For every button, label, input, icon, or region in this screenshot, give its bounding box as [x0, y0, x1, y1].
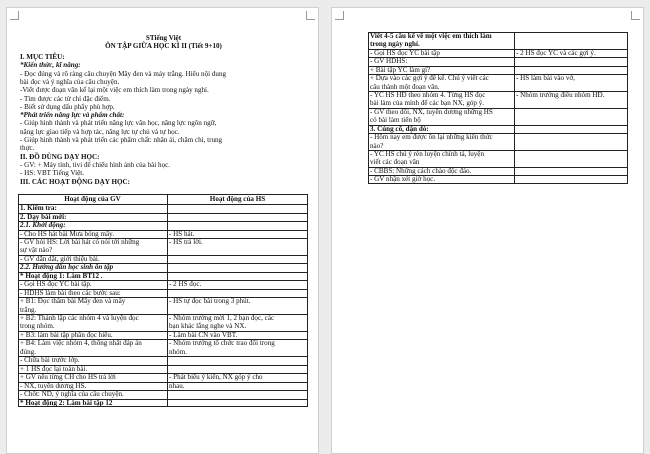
cell-gv: - GV dẫn dắt, giới thiệu bài. — [20, 254, 100, 263]
body-line: -Viết được đoạn văn kể lại một việc em thích làm trong ngày nghỉ. — [20, 86, 209, 95]
cell-hs: nhóm. — [169, 347, 187, 356]
cell-hs: - Phát biểu ý kiến, NX góp ý cho — [169, 373, 263, 382]
cell-gv: - GV hỏi HS: Lời bài hát có nói tới những — [20, 238, 140, 246]
cell-hs: - Làm bài CN vào VBT. — [169, 330, 238, 339]
cell-gv: + GV nêu từng CH cho HS trả lời — [20, 373, 116, 382]
body-line: I. MỤC TIÊU: — [20, 53, 65, 61]
cell-hs: nhau. — [169, 381, 185, 390]
cell-gv: trắng. — [20, 305, 37, 314]
cell-gv: - GV theo dõi, NX, tuyên dương những HS — [370, 107, 493, 116]
body-line: - Giúp hình thành và phát triển các phẩm chất: nhân ái, chăm chỉ, trung — [20, 136, 223, 144]
column-divider — [167, 194, 168, 407]
cell-gv: + B4: Làm việc nhóm 4, thống nhất đáp án — [20, 339, 142, 348]
cell-hs: - HS làm bài vào vở, — [516, 74, 575, 83]
body-line: - HS: VBT Tiếng Việt. — [20, 169, 85, 178]
cell-gv: - GV HDHS: — [370, 57, 408, 66]
table-border — [368, 32, 628, 184]
cell-gv: - Gọi HS đọc YC bài tập — [370, 48, 440, 57]
body-line: *Phát triển năng lực và phẩm chất: — [20, 111, 125, 120]
body-line: II. ĐỒ DÙNG DẠY HỌC: — [20, 152, 100, 161]
cell-gv: trong ngày nghỉ. — [370, 40, 420, 49]
cell-gv: - Gọi HS đọc YC bài tập. — [20, 280, 92, 289]
cell-gv: - Cho HS hát bài Mưa bóng mây. — [20, 229, 115, 238]
cell-gv: - NX, tuyên dương HS. — [20, 381, 87, 390]
cell-hs: - HS trả lời. — [169, 238, 203, 246]
table-border — [18, 194, 308, 407]
cell-hs: - 2 HS đọc YC và các gợi ý. — [516, 48, 596, 57]
body-line: bài đọc và ý nghĩa của câu chuyện. — [20, 77, 120, 86]
cell-hs: - HS hát. — [169, 229, 195, 238]
cell-gv: 2.1. Khởi động: — [20, 221, 66, 229]
corner-mark — [335, 11, 344, 20]
cell-gv: bài làm của mình để các bạn NX, góp ý. — [370, 99, 485, 108]
document-page-right — [331, 7, 644, 454]
cell-gv: + B3: làm bài tập phần đọc hiểu. — [20, 330, 113, 339]
cell-gv: - Hôm nay em được ôn lại những kiến thức — [370, 133, 493, 142]
cell-gv: * Hoạt động 1: Làm BT12 . — [20, 271, 103, 280]
cell-hs: - Nhóm trưởng tổ chức trao đổi trong — [169, 339, 275, 348]
body-line: *Kiến thức, kĩ năng: — [20, 61, 81, 70]
cell-hs: - Nhóm trưởng điều nhóm HĐ. — [516, 91, 605, 100]
cell-gv: câu thành một đoạn văn. — [370, 82, 440, 91]
cell-gv: + B2: Thảnh lập các nhóm 4 và luyện đọc — [20, 314, 139, 323]
cell-gv: + B1: Đọc thầm bài Mây đen và mây — [20, 297, 126, 306]
cell-gv: - Chốt: ND, ý nghĩa của câu chuyện. — [20, 390, 124, 399]
body-line: - Biết sử dụng dấu phẩy phù hợp. — [20, 102, 115, 111]
cell-gv: + Dựa vào các gợi ý để kể. Chú ý viết các — [370, 74, 489, 83]
column-header-gv: Hoạt động của GV — [64, 195, 121, 203]
body-line: III. CÁC HOẠT ĐỘNG DẠY HỌC: — [20, 177, 130, 186]
column-divider — [514, 32, 515, 184]
cell-gv: 1. Kiểm tra: — [20, 204, 57, 212]
cell-gv: sự vật nào? — [20, 246, 53, 255]
cell-gv: * Hoạt động 2: Làm bài tập 12 — [20, 398, 113, 407]
cell-hs: - 2 HS đọc. — [169, 280, 202, 289]
corner-mark — [306, 11, 315, 20]
cell-gv: 3. Củng cố, dặn dò: — [370, 124, 429, 133]
body-line: thực. — [20, 144, 35, 153]
cell-gv: + Bài tập YC làm gì? — [370, 65, 431, 74]
body-line: năng lực giao tiếp và hợp tác, năng lực tự chủ và tự học. — [20, 127, 180, 136]
corner-mark — [10, 11, 19, 20]
cell-hs: bạn khác lắng nghe và NX. — [169, 322, 247, 331]
cell-gv: - HDHS làm bài theo các bước sau: — [20, 288, 121, 297]
body-line: - Đọc đúng và rõ ràng câu chuyện Mây đen và máy trắng. Hiểu nội dung — [20, 69, 227, 78]
cell-gv: - Chữa bài trước lớp. — [20, 356, 80, 365]
cell-gv: - YC HS chú ý rèn luyện chính tả, luyện — [370, 150, 485, 158]
corner-mark — [631, 11, 640, 20]
cell-gv: đúng. — [20, 347, 36, 356]
body-line: - Tìm được các từ chỉ đặc điểm. — [20, 94, 111, 103]
cell-gv: viết các đoạn văn — [370, 158, 420, 167]
cell-hs: - HS tự đọc bài trong 3 phút. — [169, 297, 251, 306]
cell-gv: 2. Dạy bài mới: — [20, 212, 67, 221]
cell-gv: - YC HS HĐ theo nhóm 4. Từng HS đọc — [370, 91, 486, 100]
cell-gv: 2.2. Hướng dẫn học sinh ôn tập — [20, 263, 114, 272]
column-header-hs: Hoạt động của HS — [209, 195, 266, 203]
subject-heading: STiếng Việt — [145, 34, 182, 42]
cell-gv: Viết 4-5 câu kể về một việc em thích làm — [370, 32, 492, 40]
cell-hs: - Nhóm trưởng mời 1, 2 bạn đọc, các — [169, 314, 275, 323]
cell-gv: - CBBS: Những cách chào độc đáo. — [370, 166, 472, 175]
cell-gv: nào? — [370, 141, 384, 150]
body-line: - GV: + Máy tính, tivi để chiếu hình ảnh của bài học. — [20, 160, 171, 169]
cell-gv: trong nhóm. — [20, 322, 55, 331]
cell-gv: - GV nhận xét giờ học. — [370, 175, 436, 184]
cell-gv: có bài làm tiến bộ — [370, 116, 421, 125]
document-page-left — [6, 7, 319, 454]
body-line: - Giúp hình thành và phát triển năng lực văn học, năng lực ngôn ngữ, — [20, 119, 217, 128]
lesson-title: ÔN TẬP GIỮA HỌC KÌ II (Tiết 9+10) — [105, 42, 222, 50]
cell-gv: + 1 HS đọc lại toàn bài. — [20, 364, 88, 373]
